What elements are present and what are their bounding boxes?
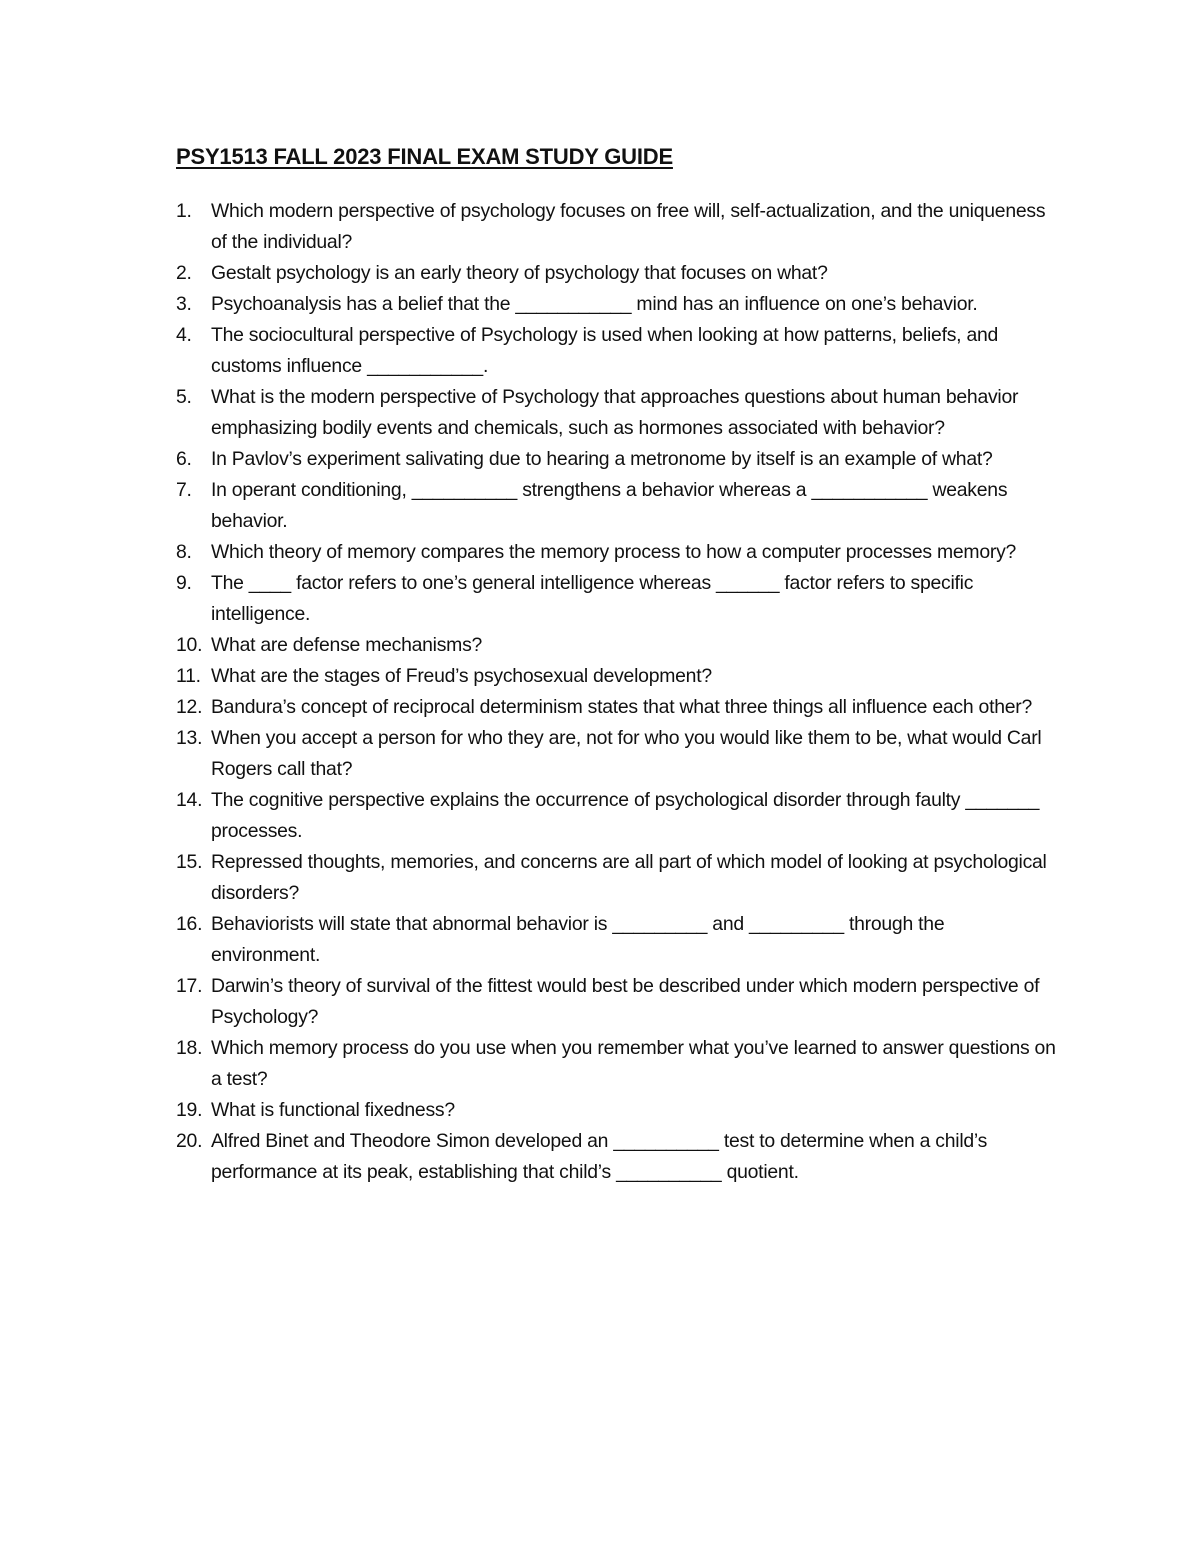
question-number: 4. [176,324,192,346]
question-item [176,258,1056,289]
question-text: Alfred Binet and Theodore Simon developed an __________ test to determine when a child’s performance at its peak, establishing that child’s __________ quotient. [211,1130,993,1183]
question-item [176,1095,1056,1126]
question-number: 12. [176,696,203,718]
question-number: 18. [176,1037,203,1059]
question-number: 11. [176,665,201,687]
question-text: What is the modern perspective of Psychology that approaches questions about human behavior emphasizing bodily events and chemicals, such as hormones associated with behavior? [211,386,1024,439]
question-text: Gestalt psychology is an early theory of psychology that focuses on what? [211,262,828,284]
question-item [176,723,1056,785]
question-item [176,289,1056,320]
question-item [176,382,1056,444]
question-item [176,630,1056,661]
question-number: 17. [176,975,203,997]
question-item [176,971,1056,1033]
question-number: 10. [176,634,203,656]
question-number: 7. [176,479,192,501]
question-text: The sociocultural perspective of Psychology is used when looking at how patterns, beliefs, and customs influence ___________. [211,324,1004,377]
question-number: 16. [176,913,203,935]
question-text: Which theory of memory compares the memory process to how a computer processes memory? [211,541,1017,563]
question-number: 3. [176,293,192,315]
question-number: 5. [176,386,192,408]
question-number: 15. [176,851,203,873]
question-item [176,475,1056,537]
question-text: What are defense mechanisms? [211,634,483,656]
question-text: Darwin’s theory of survival of the fittest would best be described under which modern perspective of Psychology? [211,975,1045,1028]
question-number: 13. [176,727,203,749]
question-text: What is functional fixedness? [211,1099,455,1121]
question-item [176,568,1056,630]
question-item [176,196,1056,258]
question-text: In Pavlov’s experiment salivating due to hearing a metronome by itself is an example of what? [211,448,993,470]
question-text: Repressed thoughts, memories, and concerns are all part of which model of looking at psychological disorders? [211,851,1052,904]
question-text: Which memory process do you use when you remember what you’ve learned to answer questions on a test? [211,1037,1061,1090]
page-title: PSY1513 FALL 2023 FINAL EXAM STUDY GUIDE [176,144,673,169]
question-text: Behaviorists will state that abnormal behavior is _________ and _________ through the environment. [211,913,950,966]
question-list [176,196,1061,1188]
question-text: In operant conditioning, __________ strengthens a behavior whereas a ___________ weakens behavior. [211,479,1013,532]
question-number: 6. [176,448,192,470]
question-number: 14. [176,789,203,811]
question-item [176,909,1056,971]
question-item [176,847,1056,909]
question-number: 1. [176,200,192,222]
question-item [176,537,1056,568]
question-number: 2. [176,262,192,284]
question-text: Which modern perspective of psychology focuses on free will, self-actualization, and the uniqueness of the individual? [211,200,1051,253]
question-item [176,1126,1056,1188]
question-number: 20. [176,1130,203,1152]
question-number: 8. [176,541,192,563]
question-item [176,444,1056,475]
question-item [176,785,1056,847]
question-text: Psychoanalysis has a belief that the ___________ mind has an influence on one’s behavior. [211,293,978,315]
question-item [176,320,1056,382]
question-text: What are the stages of Freud’s psychosexual development? [211,665,712,687]
question-number: 9. [176,572,192,594]
question-text: Bandura’s concept of reciprocal determinism states that what three things all influence each other? [211,696,1033,718]
question-item [176,1033,1061,1095]
question-text: When you accept a person for who they are, not for who you would like them to be, what would Carl Rogers call that? [211,727,1047,780]
question-text: The cognitive perspective explains the occurrence of psychological disorder through faulty _______ processes. [211,789,1045,842]
question-text: The ____ factor refers to one’s general intelligence whereas ______ factor refers to specific intelligence. [211,572,979,625]
question-item [176,661,1056,692]
question-number: 19. [176,1099,203,1121]
question-item [176,692,1056,723]
